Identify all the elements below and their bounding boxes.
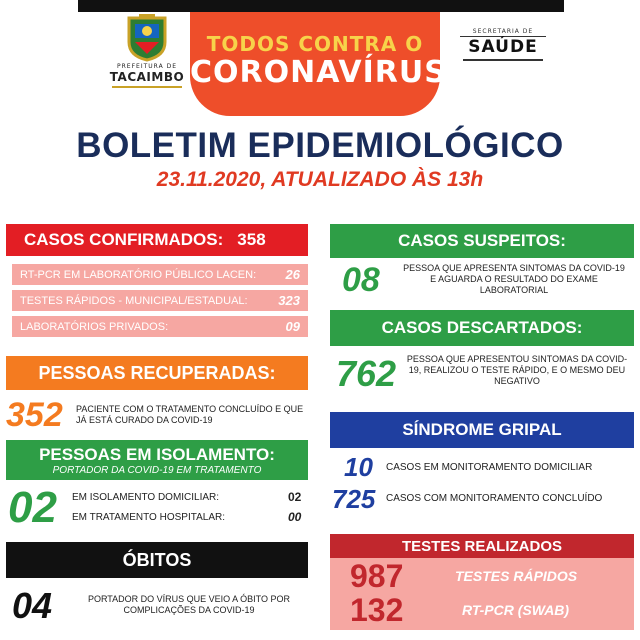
sindrome-row-value: 725 — [332, 484, 376, 514]
banner-line-1: TODOS CONTRA O — [206, 32, 424, 56]
obitos-label: ÓBITOS — [122, 549, 192, 570]
suspeitos-header — [330, 224, 634, 258]
confirmados-row-value: 09 — [285, 319, 300, 334]
secretaria-small-label: SECRETARIA DE — [460, 28, 546, 37]
confirmados-row — [12, 264, 308, 285]
testes-row-label: TESTES RÁPIDOS — [455, 568, 578, 584]
sindrome-row-value: 10 — [344, 452, 373, 482]
isolamento-value: 02 — [8, 483, 57, 532]
confirmados-row-value: 26 — [285, 267, 300, 282]
testes-label: TESTES REALIZADOS — [401, 537, 562, 555]
descartados-value: 762 — [336, 353, 397, 394]
confirmados-row — [12, 316, 308, 337]
suspeitos-desc: PESSOA QUE APRESENTA SINTOMAS DA COVID-19 E AGUARDA O RESULTADO DO EXAME LABORATORIAL — [403, 263, 625, 295]
sindrome-row-desc: CASOS COM MONITORAMENTO CONCLUÍDO — [386, 493, 603, 504]
descartados-header — [330, 310, 634, 346]
confirmados-row-label: LABORATÓRIOS PRIVADOS: — [20, 320, 169, 333]
confirmados-value: 358 — [237, 230, 266, 249]
testes-row-value: 987 — [350, 558, 404, 594]
suspeitos-label: CASOS SUSPEITOS: — [398, 231, 566, 250]
obitos-header — [6, 542, 308, 578]
sindrome-row-desc: CASOS EM MONITORAMENTO DOMICILIAR — [386, 462, 593, 473]
testes-header — [330, 534, 634, 558]
secretaria-name: SAÚDE — [468, 37, 538, 57]
confirmados-label: CASOS CONFIRMADOS: — [24, 230, 224, 249]
page-subtitle: 23.11.2020, ATUALIZADO ÀS 13h — [156, 168, 484, 191]
isolamento-header — [6, 440, 308, 480]
confirmados-row — [12, 290, 308, 311]
prefeitura-underline — [112, 86, 182, 88]
page-title: BOLETIM EPIDEMIOLÓGICO — [76, 126, 564, 165]
confirmados-row-label: TESTES RÁPIDOS - MUNICIPAL/ESTADUAL: — [20, 294, 248, 307]
prefeitura-logo — [104, 14, 190, 98]
crest-icon — [125, 14, 169, 62]
isolamento-row-label: EM ISOLAMENTO DOMICILIAR: — [72, 492, 220, 503]
banner-line-2: CORONAVÍRUS — [190, 55, 447, 90]
prefeitura-small-label: PREFEITURA DE — [117, 63, 177, 70]
recuperadas-header — [6, 356, 308, 390]
confirmados-row-value: 323 — [278, 293, 300, 308]
sindrome-label: SÍNDROME GRIPAL — [402, 420, 562, 439]
confirmados-row-label: RT-PCR EM LABORATÓRIO PÚBLICO LACEN: — [20, 268, 257, 281]
descartados-desc: PESSOA QUE APRESENTOU SINTOMAS DA COVID-19, REALIZOU O TESTE RÁPIDO, E O MESMO DEU NEGATIVO — [406, 354, 628, 386]
isolamento-row-value: 02 — [288, 490, 302, 504]
recuperadas-desc: PACIENTE COM O TRATAMENTO CONCLUÍDO E QUE JÁ ESTÁ CURADO DA COVID-19 — [76, 404, 304, 425]
recuperadas-value: 352 — [6, 396, 63, 434]
testes-row-label: RT-PCR (SWAB) — [462, 602, 570, 618]
confirmados-header — [6, 224, 308, 256]
prefeitura-name: TACAIMBO — [109, 70, 185, 84]
top-black-bar — [78, 0, 564, 12]
isolamento-sublabel: PORTADOR DA COVID-19 EM TRATAMENTO — [52, 464, 262, 476]
suspeitos-value: 08 — [342, 261, 380, 299]
secretaria-underline — [463, 59, 543, 61]
isolamento-row-label: EM TRATAMENTO HOSPITALAR: — [72, 512, 225, 523]
obitos-desc: PORTADOR DO VÍRUS QUE VEIO A ÓBITO POR COMPLICAÇÕES DA COVID-19 — [87, 594, 291, 615]
sindrome-header — [330, 412, 634, 448]
coronavirus-banner — [190, 12, 447, 116]
secretaria-logo — [460, 28, 546, 61]
isolamento-label: PESSOAS EM ISOLAMENTO: — [39, 444, 275, 464]
descartados-label: CASOS DESCARTADOS: — [381, 318, 583, 337]
obitos-value: 04 — [12, 585, 53, 626]
isolamento-row-value: 00 — [288, 510, 302, 524]
testes-row-value: 132 — [350, 592, 404, 628]
recuperadas-label: PESSOAS RECUPERADAS: — [38, 362, 276, 383]
